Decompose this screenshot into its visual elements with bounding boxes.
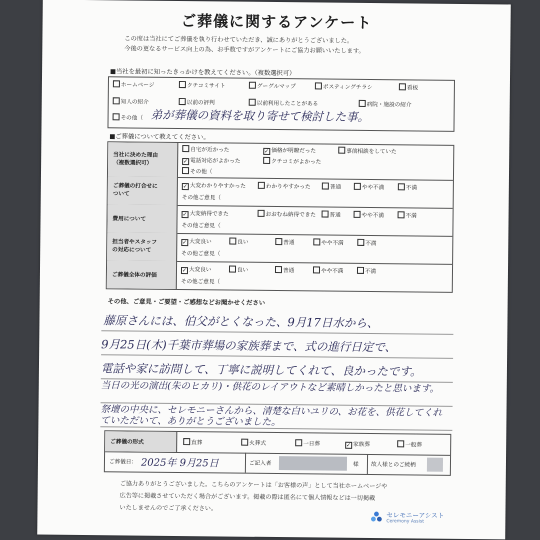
q1-option-label: クチコミサイト (186, 83, 226, 90)
option[interactable] (229, 266, 248, 274)
checkbox-icon[interactable] (182, 167, 189, 174)
checkbox-icon[interactable] (113, 97, 120, 104)
checkbox-icon[interactable] (295, 439, 302, 446)
comment-line-3: 電話や家に訪問して、丁寧に説明してくれて、良かったです。 (100, 361, 422, 379)
checkbox-icon[interactable]: ✓ (183, 159, 188, 166)
date-value: 2025年 9月25日 (140, 457, 219, 470)
option-label: 普通 (282, 268, 295, 275)
q1-heading: ■当社を最初に知ったきっかけを教えてください。（複数選択可） (110, 68, 296, 78)
checkbox-icon[interactable] (113, 80, 120, 87)
checkbox-icon[interactable] (258, 210, 265, 217)
checkbox-icon[interactable]: ✓ (264, 148, 269, 155)
checkbox-icon[interactable] (398, 211, 405, 218)
option[interactable] (258, 210, 316, 219)
other-opinion[interactable]: その他ご意見（ (180, 279, 221, 286)
option-label: 大変わかりやすかった (189, 183, 246, 190)
checkbox-icon[interactable] (275, 266, 282, 273)
footer-line-3: いたしませんのでご了承ください。 (119, 504, 218, 513)
rule-line (101, 330, 453, 335)
option[interactable] (398, 183, 417, 191)
date-row (105, 451, 450, 475)
writer-label: ご記入者 (248, 460, 272, 467)
option-label: 不満 (365, 240, 377, 248)
row-label: ご葬儀の打合せに ついて (108, 176, 178, 205)
option[interactable] (313, 266, 343, 274)
checkbox-icon[interactable]: ✓ (182, 240, 187, 247)
q2-heading: ■ご葬儀について教えてください。 (109, 133, 210, 142)
checkbox-icon[interactable] (399, 83, 406, 90)
q1-box (107, 76, 455, 132)
option[interactable] (357, 239, 376, 247)
format-label: ご葬儀の形式 (105, 431, 177, 452)
checkbox-icon[interactable] (354, 211, 361, 218)
option-label: 一日葬 (303, 441, 320, 448)
checkbox-icon[interactable] (359, 100, 366, 107)
option-label: おおむね納得できた (265, 211, 316, 219)
checkbox-icon[interactable] (398, 183, 405, 190)
q1-option[interactable] (113, 97, 149, 105)
q2-row-reason (108, 142, 453, 181)
q1-option[interactable] (179, 81, 226, 89)
rule-line (101, 354, 453, 359)
survey-sheet (37, 0, 511, 539)
funeral-info-table (104, 430, 451, 476)
divider (367, 454, 368, 474)
option-label: その他（ (189, 169, 213, 176)
row-label: ご葬儀全体の評価 (107, 260, 177, 289)
q1-option[interactable] (113, 80, 155, 88)
option-label: やや不満 (361, 212, 384, 220)
checkbox-icon[interactable] (313, 238, 320, 245)
option[interactable] (182, 181, 246, 191)
q1-option[interactable] (179, 98, 215, 106)
checkbox-icon[interactable] (322, 182, 329, 189)
option-label: 大変良い (188, 267, 212, 274)
checkbox-icon[interactable] (229, 238, 236, 245)
option[interactable] (258, 182, 311, 191)
checkbox-icon[interactable] (182, 145, 189, 152)
option-label: クチコミがよかった (271, 158, 322, 166)
option[interactable] (182, 209, 229, 218)
option[interactable] (181, 237, 211, 246)
format-option[interactable] (295, 439, 320, 447)
q1-option-label: グーグルマップ (256, 83, 296, 91)
option-label: 自宅が近かった (190, 147, 230, 154)
option-label: 普通 (329, 184, 342, 191)
option-label: やや不満 (321, 240, 344, 247)
option[interactable] (338, 147, 396, 156)
checkbox-icon[interactable] (354, 183, 361, 190)
option[interactable] (263, 146, 316, 156)
q1-option-label: 以前利用したことがある (256, 100, 319, 108)
page-title: ご葬儀に関するアンケート (180, 12, 373, 33)
checkbox-icon[interactable] (183, 438, 190, 445)
checkbox-icon[interactable] (229, 266, 236, 273)
q1-option[interactable] (249, 99, 319, 108)
option[interactable] (354, 211, 384, 219)
checkbox-icon[interactable]: ✓ (182, 184, 188, 191)
q1-other[interactable] (113, 113, 143, 121)
option[interactable] (357, 267, 376, 275)
q2-table (106, 141, 455, 293)
option-label: 電話対応がよかった (190, 158, 241, 165)
option-label: わかりやすかった (265, 183, 311, 191)
q1-option-label: ポスティングチラシ (322, 84, 373, 92)
logo-name: セレモニーアシスト (386, 511, 445, 520)
option-label: 一般葬 (405, 442, 422, 449)
q1-option[interactable] (399, 83, 418, 91)
checkbox-icon[interactable] (179, 81, 186, 88)
comment-line-1: 藤原さんには、伯父がとくなった、9月17日水から、 (103, 313, 379, 331)
option-label: 大変納得できた (189, 211, 229, 218)
checkbox-icon[interactable]: ✓ (182, 212, 188, 219)
q1-option-label: 以前の評判 (186, 100, 215, 107)
option[interactable] (275, 238, 294, 246)
option-label: 不満 (364, 268, 377, 276)
checkbox-icon[interactable] (357, 239, 364, 246)
option[interactable] (229, 238, 248, 246)
intro-line-1: この度は当社にてご葬儀を執り行わせていただき、誠にありがとうございました。 (124, 35, 354, 45)
checkbox-icon[interactable] (241, 439, 248, 446)
format-option[interactable] (241, 439, 266, 447)
option-label: 家族葬 (353, 441, 370, 449)
format-option[interactable] (397, 440, 422, 448)
option[interactable] (182, 156, 240, 166)
comment-line-4: 当日の光の演出(朱のヒカリ)・供花のレイアウトなど素晴しかったと思います。 (100, 380, 440, 395)
logo-sub: Ceremony Assist (386, 519, 425, 525)
row-label: 当社に決めた理由 （複数選択可） (108, 142, 178, 177)
option[interactable] (354, 183, 384, 191)
format-option[interactable] (183, 438, 202, 446)
option-label: やや不満 (361, 184, 385, 192)
checkbox-icon[interactable]: ✓ (181, 268, 187, 275)
sama-label: 様 (352, 461, 359, 468)
footer-line-2: 広告等に掲載させていただく場合がございます。掲載の際は匿名にて個人情報などは一切掲載 (119, 492, 376, 503)
option-label: 普通 (283, 240, 295, 247)
option[interactable] (182, 167, 212, 175)
q1-option-label: 看板 (406, 85, 419, 92)
option[interactable] (322, 210, 341, 218)
intro-line-2: 今後の更なるサービス向上の為、お手数ですがアンケートにご協力お願いいたします。 (124, 45, 365, 55)
format-option[interactable] (345, 440, 370, 449)
q1-option[interactable] (249, 82, 296, 90)
comment-line-5: 祭壇の中央に、セレモニーさんから、清楚な白いユリの、お花を、供花してくれていただいて、ありがとうございました。 (100, 404, 443, 429)
option[interactable] (182, 145, 229, 153)
row-label: 担当者やスタッフ の対応について (107, 232, 177, 261)
checkbox-icon[interactable] (249, 82, 256, 89)
checkbox-icon[interactable] (258, 182, 265, 189)
q1-option-label: 病院・施設の紹介 (366, 101, 412, 109)
q1-option[interactable] (315, 82, 373, 91)
checkbox-icon[interactable]: ✓ (346, 442, 351, 449)
option-label: 良い (237, 239, 249, 246)
relation-label: 故人様とのご続柄 (370, 462, 416, 469)
checkbox-icon[interactable] (397, 440, 404, 447)
option-label: 不満 (405, 185, 418, 192)
q3-heading: その他、ご意見・ご要望・ご感想などお聞かせください (107, 298, 266, 307)
checkbox-icon[interactable] (315, 82, 322, 89)
checkbox-icon[interactable] (338, 147, 345, 154)
option[interactable] (322, 182, 341, 190)
option-label: 火葬式 (249, 440, 267, 447)
option[interactable] (181, 265, 211, 274)
option-label: 価格が明瞭だった (271, 147, 317, 155)
option-label: 直葬 (191, 440, 203, 447)
q1-option-label: 知人の紹介 (120, 99, 149, 106)
other-opinion[interactable]: その他ご意見（ (181, 223, 221, 230)
option-label: やや不満 (320, 268, 344, 275)
q1-other-handwritten: 弟が葬儀の資料を取り寄せて検討した事。 (150, 107, 370, 124)
checkbox-icon[interactable] (263, 157, 270, 164)
option-label: 不満 (405, 213, 417, 220)
option-label: 普通 (329, 212, 341, 219)
option[interactable] (275, 266, 294, 274)
divider (245, 453, 246, 473)
option-label: 事前相談をしていた (346, 148, 397, 156)
q1-option-label: ホームページ (120, 82, 155, 89)
footer-line-1: ご協力ありがとうございました。こちらのアンケートは「お客様の声」として当社ホームページや (119, 480, 388, 491)
option[interactable] (313, 238, 343, 246)
q2-row-overall (107, 260, 452, 292)
row-label: 費用について (107, 204, 177, 233)
checkbox-icon[interactable] (357, 267, 364, 274)
other-opinion[interactable]: その他ご意見（ (181, 195, 221, 202)
checkbox-icon[interactable] (275, 238, 282, 245)
date-label: ご葬儀日： (108, 459, 137, 466)
checkbox-icon[interactable] (249, 99, 256, 106)
option-label: 良い (236, 267, 249, 274)
redacted-relation (427, 458, 443, 472)
option[interactable] (398, 211, 417, 219)
option-label: 大変良い (189, 239, 212, 246)
comment-line-2: 9月25日(木)千葉市葬場の家族葬まで、式の進行日定で、 (101, 337, 397, 355)
checkbox-icon[interactable] (179, 98, 186, 105)
redacted-name (279, 456, 347, 471)
option[interactable] (263, 157, 321, 166)
other-opinion[interactable]: その他ご意見（ (181, 251, 221, 258)
q1-option[interactable] (359, 100, 412, 109)
checkbox-icon[interactable] (322, 210, 329, 217)
checkbox-icon[interactable] (313, 266, 320, 273)
q1-other-label: その他（ (120, 115, 143, 122)
checkbox-icon[interactable] (113, 113, 120, 120)
logo-icon (369, 509, 383, 523)
